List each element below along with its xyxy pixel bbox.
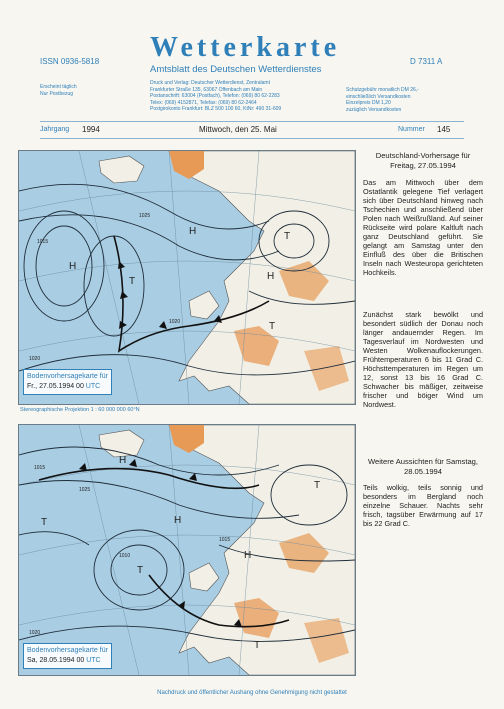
low-pressure-marker: T — [129, 276, 136, 287]
isobar-label: 1010 — [119, 553, 131, 559]
publication-code: D 7311 A — [410, 57, 443, 66]
outlook-heading: Weitere Aussichten für Samstag, 28.05.1994 — [367, 457, 479, 476]
publication-frequency-note — [40, 84, 77, 98]
delivery-line: Nur Postbezug — [40, 91, 74, 97]
isobar-label: 1020 — [169, 319, 181, 325]
outlook-paragraph: Teils wolkig, teils sonnig und besonders im Bergland noch einzelne Schauer. Nachts sehr frisch, tagsüber Erwärmung auf 17 bis 22 Grad C. — [363, 483, 483, 528]
forecast-heading-block — [363, 151, 483, 170]
high-pressure-marker: H — [189, 226, 197, 237]
jahrgang-label: Jahrgang — [40, 126, 70, 133]
isobar-label: 1020 — [29, 630, 41, 636]
high-pressure-marker: H — [174, 515, 182, 526]
isobar-label: 1015 — [219, 537, 231, 543]
price-line: Einzelpreis DM 1,20 — [346, 100, 391, 106]
header-rule-top — [40, 121, 464, 122]
map-label-datetime: 27.05.1994 00 — [39, 383, 84, 390]
isobar-label: 1025 — [139, 213, 151, 219]
map-label-title: Bodenvorhersagekarte für — [27, 373, 108, 380]
issn-number: ISSN 0936-5818 — [40, 57, 100, 66]
publisher-line: Postanschrift: 63004 (Postfach), Telefon: (069) 80 62-2283 — [150, 93, 280, 99]
publisher-line: Postgirokonto Frankfurt: BLZ 500 100 60, KtNr: 490 31-609 — [150, 106, 282, 112]
publisher-line: Frankfurter Straße 135, 63067 Offenbach am Main — [150, 86, 263, 93]
map-graphic — [19, 425, 355, 675]
isobar-label: 1015 — [34, 465, 46, 471]
forecast-paragraph-synoptic: Das am Mittwoch über dem Ostatlantik gelegene Tief verlagert sich über Deutschland hinweg nach Tschechien und anschließend über Polen nach Weißrußland. Auf seiner Rückseite wird polare Kaltluft nach ganz Deutschland geführt. Sie gelangt am Samstag unter den Einfluß des über die Britischen Inseln nach Westeuropa gerichteten Hochkeils. — [363, 178, 483, 277]
publisher-line: Druck und Verlag: Deutscher Wetterdienst, Zentralamt — [150, 80, 270, 86]
isobar-label: 1015 — [37, 239, 49, 245]
map-label-title: Bodenvorhersagekarte für — [27, 647, 108, 654]
low-pressure-marker: T — [254, 640, 261, 651]
map-label-datetime: 28.05.1994 00 — [39, 657, 85, 664]
map-graphic — [19, 151, 355, 404]
forecast-paragraph-details: Zunächst stark bewölkt und besondert südlich der Donau noch länger andauernder Regen. Im Tagesverlauf im Nordwesten und Westen Wolkenauflockerungen. Frühtemperaturen 6 bis 11 Grad C. Höchsttemperaturen im Regen um 12, sonst 13 bis 16 Grad C. Schwacher bis mäßiger, zeitweise frischer und böiger Wind um Nordwest. — [363, 310, 483, 409]
map-date-label — [23, 369, 112, 395]
outlook-heading-block — [363, 457, 483, 476]
nummer-label: Nummer — [398, 126, 425, 133]
publisher-info — [150, 80, 281, 113]
isobar-label: 1025 — [79, 487, 91, 493]
publisher-line: Telex: (069) 4152871, Telefax: (069) 80 62-2464 — [150, 99, 257, 106]
price-line: zuzüglich Versandkosten — [346, 106, 402, 113]
publication-subtitle: Amtsblatt des Deutschen Wetterdienstes — [150, 64, 322, 75]
high-pressure-marker: H — [69, 261, 77, 272]
forecast-map-friday — [18, 150, 356, 405]
low-pressure-marker: T — [314, 480, 321, 491]
map-label-day: Sa, — [27, 657, 38, 664]
low-pressure-marker: T — [269, 321, 276, 332]
map-date-label — [23, 643, 112, 669]
low-pressure-marker: T — [137, 565, 144, 576]
isobar-label: 1020 — [29, 356, 41, 362]
high-pressure-marker: H — [244, 550, 252, 561]
low-pressure-marker: T — [284, 231, 291, 242]
price-line: Schutzgebühr monatlich DM 26,- — [346, 87, 419, 93]
high-pressure-marker: H — [119, 455, 127, 466]
frequency-line: Erscheint täglich — [40, 84, 77, 90]
price-note — [346, 87, 419, 113]
high-pressure-marker: H — [267, 271, 275, 282]
copyright-footer: Nachdruck und öffentlicher Aushang ohne Genehmigung nicht gestattet — [157, 690, 347, 696]
publication-title: Wetterkarte — [150, 32, 341, 63]
forecast-heading: Deutschland-Vorhersage für Freitag, 27.05.1994 — [375, 151, 471, 170]
low-pressure-marker: T — [41, 517, 48, 528]
nummer-value: 145 — [437, 125, 451, 134]
forecast-map-saturday — [18, 424, 356, 676]
projection-note: Stereographische Projektion 1 : 60 000 000 60°N — [20, 407, 140, 413]
price-line: einschließlich Versandkosten — [346, 93, 411, 100]
map-label-day: Fr., — [27, 383, 38, 390]
jahrgang-value: 1994 — [82, 125, 100, 134]
issue-date: Mittwoch, den 25. Mai — [199, 125, 277, 134]
header-rule-bottom — [40, 138, 464, 139]
map-label-utc: UTC — [86, 657, 101, 664]
map-label-utc: UTC — [85, 383, 101, 390]
